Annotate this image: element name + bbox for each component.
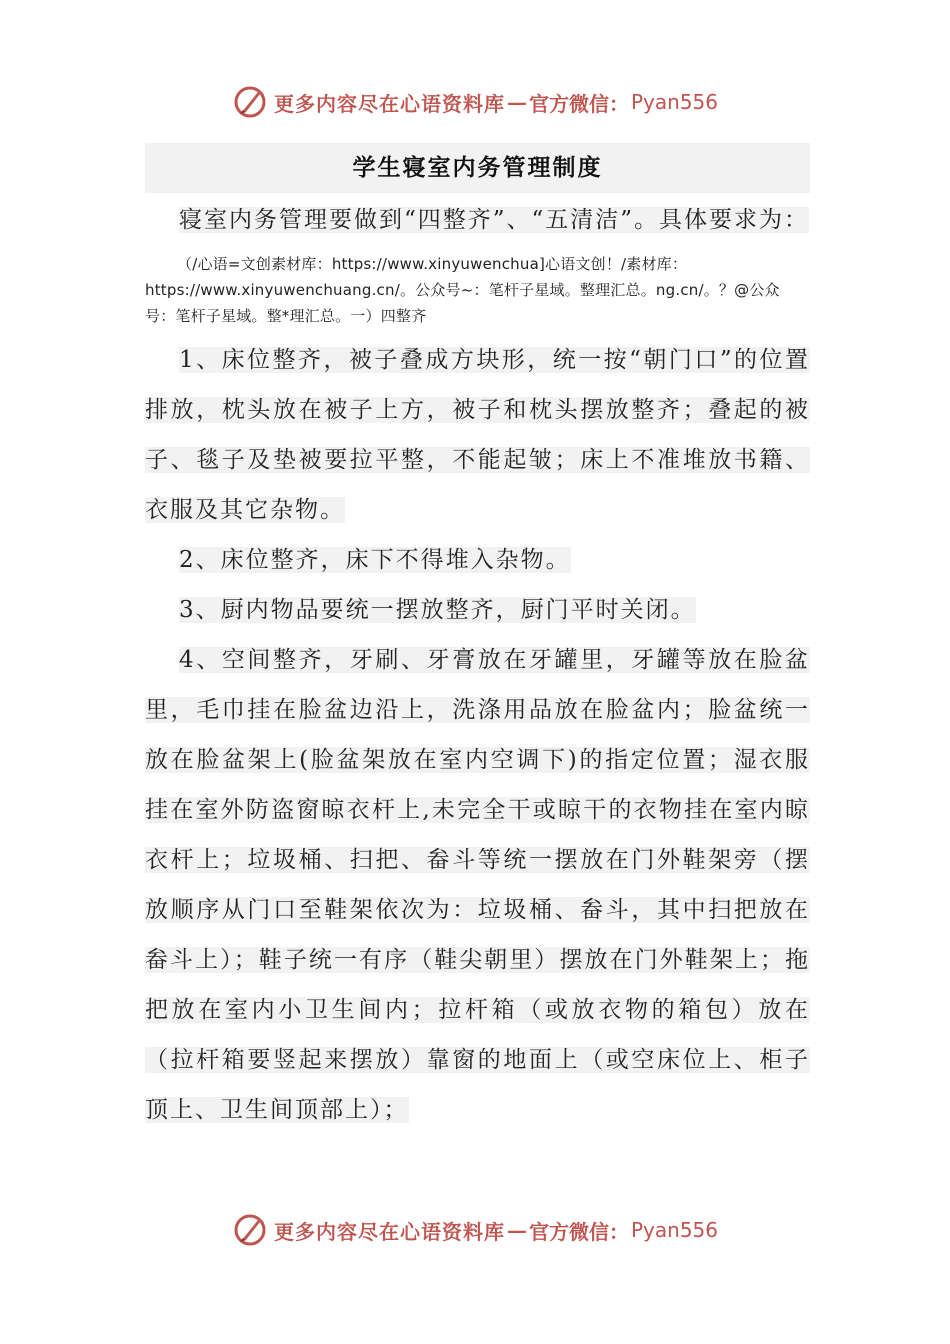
- banner-wechat-id: Pyan556: [630, 90, 718, 114]
- banner-separator: —: [506, 90, 527, 114]
- quill-logo-icon: [232, 84, 268, 120]
- footer-banner: [0, 1210, 950, 1250]
- quill-logo-icon: [232, 1212, 268, 1248]
- rule-item-1-text: 1、床位整齐，被子叠成方块形，统一按“朝门口”的位置排放，枕头放在被子上方，被子和枕头摆放整齐；叠起的被子、毯子及垫被要拉平整，不能起皱；床上不准堆放书籍、衣服及其它杂物。: [145, 347, 810, 523]
- document-title: 学生寝室内务管理制度: [145, 143, 810, 193]
- rule-item-3: [145, 585, 810, 635]
- rule-item-4-text: 4、空间整齐，牙刷、牙膏放在牙罐里，牙罐等放在脸盆里，毛巾挂在脸盆边沿上，洗涤用品放在脸盆内；脸盆统一放在脸盆架上(脸盆架放在室内空调下)的指定位置；湿衣服挂在室外防盗窗晾衣杆上,未完全干或晾干的衣物挂在室内晾衣杆上；垃圾桶、扫把、畚斗等统一摆放在门外鞋架旁（摆放顺序从门口至鞋架依次为：垃圾桶、畚斗，其中扫把放在畚斗上）；鞋子统一有序（鞋尖朝里）摆放在门外鞋架上；拖把放在室内小卫生间内；拉杆箱（或放衣物的箱包）放在（拉杆箱要竖起来摆放）靠窗的地面上（或空床位上、柜子顶上、卫生间顶部上）；: [145, 647, 810, 1123]
- banner-wechat-label: 官方微信：: [528, 91, 629, 116]
- document-body: [145, 143, 810, 1135]
- rule-item-2-text: 2、床位整齐，床下不得堆入杂物。: [179, 547, 571, 573]
- banner-text: 更多内容尽在心语资料库: [273, 1219, 505, 1244]
- intro-text: 寝室内务管理要做到“四整齐”、“五清洁”。具体要求为：: [179, 207, 810, 233]
- rule-item-1: [145, 335, 810, 535]
- rule-item-2: [145, 535, 810, 585]
- header-banner: [0, 82, 950, 122]
- banner-wechat-id: Pyan556: [630, 1218, 718, 1242]
- rule-item-4: [145, 635, 810, 1135]
- intro-paragraph: [145, 195, 810, 245]
- source-note: （/心语=文创素材库：https://www.xinyuwenchua]心语文创！/素材库：https://www.xinyuwenchuang.cn/。公众号~：笔杆子星域。整理汇总。ng.cn/。？@公众号：笔杆子星域。整*理汇总。一）四整齐: [145, 255, 780, 325]
- banner-text: 更多内容尽在心语资料库: [273, 91, 505, 116]
- banner-separator: —: [506, 1218, 527, 1242]
- rule-item-3-text: 3、厨内物品要统一摆放整齐，厨门平时关闭。: [179, 597, 696, 623]
- banner-wechat-label: 官方微信：: [528, 1219, 629, 1244]
